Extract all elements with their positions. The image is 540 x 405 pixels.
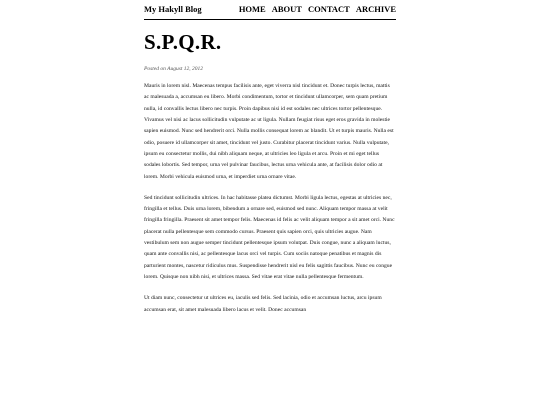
nav-home-link[interactable]: HOME	[238, 4, 266, 14]
post-content	[144, 30, 396, 316]
post-body	[144, 81, 396, 316]
page-container	[144, 0, 396, 316]
main-nav	[233, 4, 396, 14]
post-paragraph-3: Ut diam nunc, consectetur ut ultrices eu, iaculis sed felis. Sed lacinia, odio et accumsan luctus, arcu ipsum accumsan erat, sit amet malesuada libero lacus et velit. Donec accumsan	[144, 295, 382, 313]
nav-about-link[interactable]: ABOUT	[271, 4, 302, 14]
nav-archive-link[interactable]: ARCHIVE	[355, 4, 396, 14]
site-header	[144, 0, 396, 20]
post-paragraph-1: Mauris in lorem nisl. Maecenas tempus facilisis ante, eget viverra nisl tincidunt et. Donec turpis lectus, mattis ac malesuada a, accumsan eu libero. Morbi condimentum, tortor et tincidunt ullamcorper, sem quam pretium nulla, id convallis lectus libero nec turpis. Proin dapibus nisi id est sodales nec ultrices tortor pellentesque. Vivamus vel nisi ac lacus sollicitudin vulputate ac ut ligula. Nullam feugiat risus eget eros gravida in molestie sapien euismod. Nunc sed hendrerit orci. Nulla mollis consequat lorem ac blandit. Ut et turpis mauris. Nulla est odio, posuere id ullamcorper sit amet, tincidunt vel justo. Curabitur placerat tincidunt varius. Nulla vulputate, ipsum eu consectetur mollis, dui nibh aliquam neque, at ultricies leo ligula et arcu. Proin et mi eget tellus sodales lobortis. Sed tempor, urna vel pulvinar faucibus, lectus urna vehicula ante, at facilisis dolor odio at lorem. Morbi vehicula euismod urna, et imperdiet urna ornare vitae.	[144, 83, 394, 180]
post-paragraph-2: Sed tincidunt sollicitudin ultrices. In hac habitasse platea dictumst. Morbi ligula lectus, egestas at ultricies nec, fringilla et tellus. Duis urna lorem, bibendum a ornare sed, euismod sed nunc. Aliquam tempor massa at velit fringilla fringilla. Praesent sit amet tempor felis. Maecenas id felis ac velit aliquam tempor a sit amet orci. Nunc placerat nulla pellentesque sem commodo cursus. Praesent quis sapien orci, quis ultricies augue. Nam vestibulum sem non augue semper tincidunt pellentesque ipsum volutpat. Duis congue, nunc a aliquam luctus, quam ante convallis nisi, ac pellentesque lacus orci vel turpis. Cum sociis natoque penatibus et magnis dis parturient montes, nascetur ridiculus mus. Suspendisse hendrerit nisl eu felis sagittis faucibus. Nunc eu congue lorem. Quisque non nibh nisi, et ultrices massa. Sed vitae erat vitae nulla pellentesque fermentum.	[144, 194, 395, 280]
nav-contact-link[interactable]: CONTACT	[307, 4, 350, 14]
post-title: S.P.Q.R.	[144, 30, 222, 54]
site-logo-link[interactable]: My Hakyll Blog	[144, 4, 202, 14]
post-meta: Posted on August 12, 2012	[144, 66, 204, 73]
